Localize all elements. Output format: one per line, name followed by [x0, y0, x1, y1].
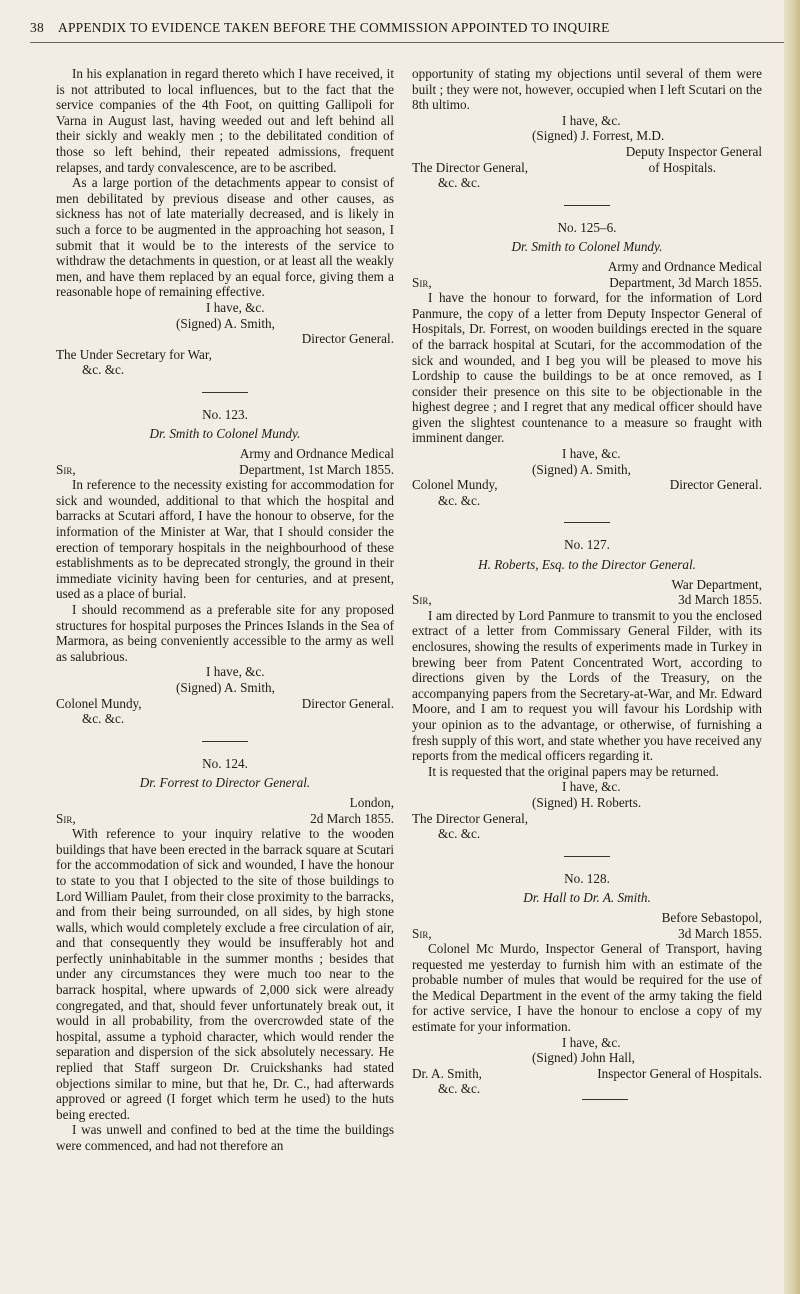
addressee-etc: &c. &c. — [438, 175, 481, 191]
paragraph: As a large portion of the detachments appear to consist of men debilitated by previous disease and other causes, as sickness has not of late materially decreased, and is likely in such a force to be augmented in the approaching hot season, I submit that it would be to the interests of the service to withdraw the detachments in question, or at least all the weakly men, and have them replaced by an equal force, giving them a reasonable hope of remaining effective. — [56, 175, 394, 300]
running-header — [30, 20, 782, 42]
addressee-etc: &c. &c. — [438, 826, 481, 842]
running-title: APPENDIX TO EVIDENCE TAKEN BEFORE THE COMMISSION APPOINTED TO INQUIRE — [58, 20, 610, 35]
signature: (Signed) J. Forrest, M.D. — [532, 128, 665, 144]
paragraph: I am directed by Lord Panmure to transmit to you the enclosed extract of a letter from Commissary General Filder, with its enclosures, showing the results of experiments made in Turkey in brewing beer from Patent Concentrated Wort, according to directions given by the Lords of the Treasury, on the accompanying papers from the Secretary-at-War, and Mr. Edward Moore, and I am to request you will favour his Lordship with your opinion as to the advantage, or otherwise, of furnishing a fresh supply of this wort, and state whether you have received any reports from the medical officers regarding it. — [412, 607, 762, 764]
closing: I have, &c. — [562, 779, 621, 795]
divider — [202, 741, 248, 742]
addressee: The Director General, — [412, 810, 529, 826]
letter-department: Army and Ordnance Medical — [607, 258, 762, 274]
closing: I have, &c. — [206, 664, 265, 680]
paragraph: With reference to your inquiry relative to the wooden buildings that have been erected in the barrack square at Scutari for the accommodation of sick and wounded, I have the honour to state to you that I objected to the site of those buildings to Lord William Paulet, from their close proximity to the barracks, and from their being surrounded, on all sides, by high stone walls, which would completely exclude a free circulation of air, and that consequently they would be insufferably hot and perfectly uninhabitable in the summer months ; besides that under any circumstances they were much too near to the barrack hospital, where upwards of 2,000 sick were already congregated, and that, should fever unfortunately break out, it would in all probability, from the overcrowded state of the hospital, assume a typhoid character, which would render the separation and dispersion of the sick absolutely necessary. He replied that Staff surgeon Dr. Cruickshanks had stated objections similar to mine, but that he, Dr. C., had afterwards approved or agreed (I forget which term he used) to the huts being erected. — [56, 826, 394, 1122]
letter-date: 3d March 1855. — [678, 925, 762, 941]
addressee-etc: &c. &c. — [438, 1081, 481, 1097]
addressee: The Under Secretary for War, — [56, 346, 212, 362]
salutation: Sir, — [412, 274, 432, 290]
left-column — [56, 66, 394, 1154]
closing: I have, &c. — [562, 446, 621, 462]
letter-title: Dr. Smith to Colonel Mundy. — [511, 239, 663, 255]
letter-title: Dr. Forrest to Director General. — [139, 775, 311, 791]
addressee-row — [412, 1066, 762, 1082]
signature: (Signed) A. Smith, — [532, 461, 631, 477]
letter-number: No. 125–6. — [557, 219, 617, 235]
signature: (Signed) A. Smith, — [176, 315, 275, 331]
salutation: Sir, — [412, 925, 432, 941]
letter-title: Dr. Smith to Colonel Mundy. — [149, 426, 301, 442]
addressee-row — [412, 477, 762, 493]
paragraph: I have the honour to forward, for the information of Lord Panmure, the copy of a letter from Deputy Inspector General of Hospitals, Dr. Forrest, on wooden buildings erected in the square of the barrack hospital at Scutari, for the accommodation of the sick and wounded, and I beg you will be pleased to move his Lordship to cause the buildings to be at once removed, as I consider their presence on this site to be objectionable in the highest degree ; and I regret that any medical officer should have given the slightest countenance to a measure so fraught with imminent danger. — [412, 290, 762, 446]
addressee-etc: &c. &c. — [438, 492, 481, 508]
salutation-row — [412, 592, 762, 608]
right-column — [412, 66, 762, 1112]
addressee-etc: &c. &c. — [82, 711, 125, 727]
letter-department: War Department, — [671, 576, 762, 592]
addressee-row — [412, 160, 762, 176]
letter-title: Dr. Hall to Dr. A. Smith. — [523, 890, 651, 906]
salutation-row — [412, 926, 762, 942]
letter-number: No. 123. — [202, 406, 248, 422]
salutation-row — [56, 462, 394, 478]
header-rule — [30, 42, 790, 43]
divider — [202, 392, 248, 393]
letter-number: No. 128. — [564, 870, 610, 886]
addressee-etc: &c. &c. — [82, 362, 125, 378]
book-spine-edge — [784, 0, 800, 1294]
letter-date: Department, 1st March 1855. — [239, 461, 394, 477]
addressee: Colonel Mundy, — [56, 695, 142, 711]
salutation: Sir, — [56, 461, 76, 477]
signature-title: Inspector General of Hospitals. — [597, 1065, 762, 1081]
salutation: Sir, — [56, 810, 76, 826]
letter-date: Department, 3d March 1855. — [609, 274, 762, 290]
letter-place: London, — [349, 794, 394, 810]
addressee-row — [56, 696, 394, 712]
page-number: 38 — [30, 20, 44, 35]
closing: I have, &c. — [562, 1034, 621, 1050]
paragraph: I was unwell and confined to bed at the time the buildings were commenced, and had not therefore an — [56, 1122, 394, 1153]
salutation: Sir, — [412, 592, 432, 608]
letter-date: 2d March 1855. — [310, 810, 394, 826]
divider — [564, 522, 610, 523]
letter-date: 3d March 1855. — [678, 592, 762, 608]
signature: (Signed) H. Roberts. — [532, 794, 642, 810]
letter-place: Before Sebastopol, — [661, 909, 762, 925]
paragraph: It is requested that the original papers may be returned. — [428, 763, 719, 779]
signature-title: Director General. — [301, 695, 394, 711]
divider — [582, 1099, 628, 1100]
divider — [564, 856, 610, 857]
salutation-row — [412, 275, 762, 291]
paragraph: In his explanation in regard thereto which I have received, it is not attributed to local influences, but to the fact that the service companies of the 4th Foot, on quitting Gallipoli for Varna in August last, having weeded out and left behind all their sickly and weakly men ; to the debilitated condition of those so left behind, their repeated admissions, frequent relapses, and tardy convalescence, are to be ascribed. — [56, 66, 394, 175]
signature: (Signed) A. Smith, — [176, 679, 275, 695]
closing: I have, &c. — [206, 299, 265, 315]
addressee: The Director General, — [412, 159, 529, 175]
letter-department: Army and Ordnance Medical — [239, 446, 394, 462]
paragraph: Colonel Mc Murdo, Inspector General of Transport, having requested me yesterday to furnish him with an estimate of the probable number of mules that would be required for the use of the Medical Department in the event of the army taking the field for active service, I have the honour to enclose a copy of my estimate for your information. — [412, 941, 762, 1035]
paragraph: In reference to the necessity existing for accommodation for sick and wounded, additional to that which the hospital and barracks at Scutari afford, I have the honour to observe, for the information of the Minister at War, that I should consider the erection of temporary hospitals in the neighbourhood of these establishments as to be deprecated strongly, the ground in their immediate vicinity having been for centuries, and at present, used as a place of burial. — [56, 477, 394, 602]
closing: I have, &c. — [562, 112, 621, 128]
signature-title: Deputy Inspector General — [625, 143, 762, 159]
letter-number: No. 124. — [202, 755, 248, 771]
addressee: Dr. A. Smith, — [412, 1065, 482, 1081]
letter-number: No. 127. — [564, 537, 610, 553]
paragraph: I should recommend as a preferable site for any proposed structures for hospital purposes the Princes Islands in the Sea of Marmora, as being conveniently accessible to the army as well as salubrious. — [56, 602, 394, 664]
salutation-row — [56, 811, 394, 827]
signature: (Signed) John Hall, — [532, 1050, 635, 1066]
divider — [564, 205, 610, 206]
signature-title: Director General. — [669, 477, 762, 493]
signature-title: of Hospitals. — [648, 159, 716, 175]
addressee: Colonel Mundy, — [412, 477, 498, 493]
letter-title: H. Roberts, Esq. to the Director General. — [478, 557, 696, 573]
paragraph: opportunity of stating my objections until several of them were built ; they were not, however, occupied when I left Scutari on the 8th ultimo. — [412, 66, 762, 113]
signature-title: Director General. — [301, 331, 394, 347]
